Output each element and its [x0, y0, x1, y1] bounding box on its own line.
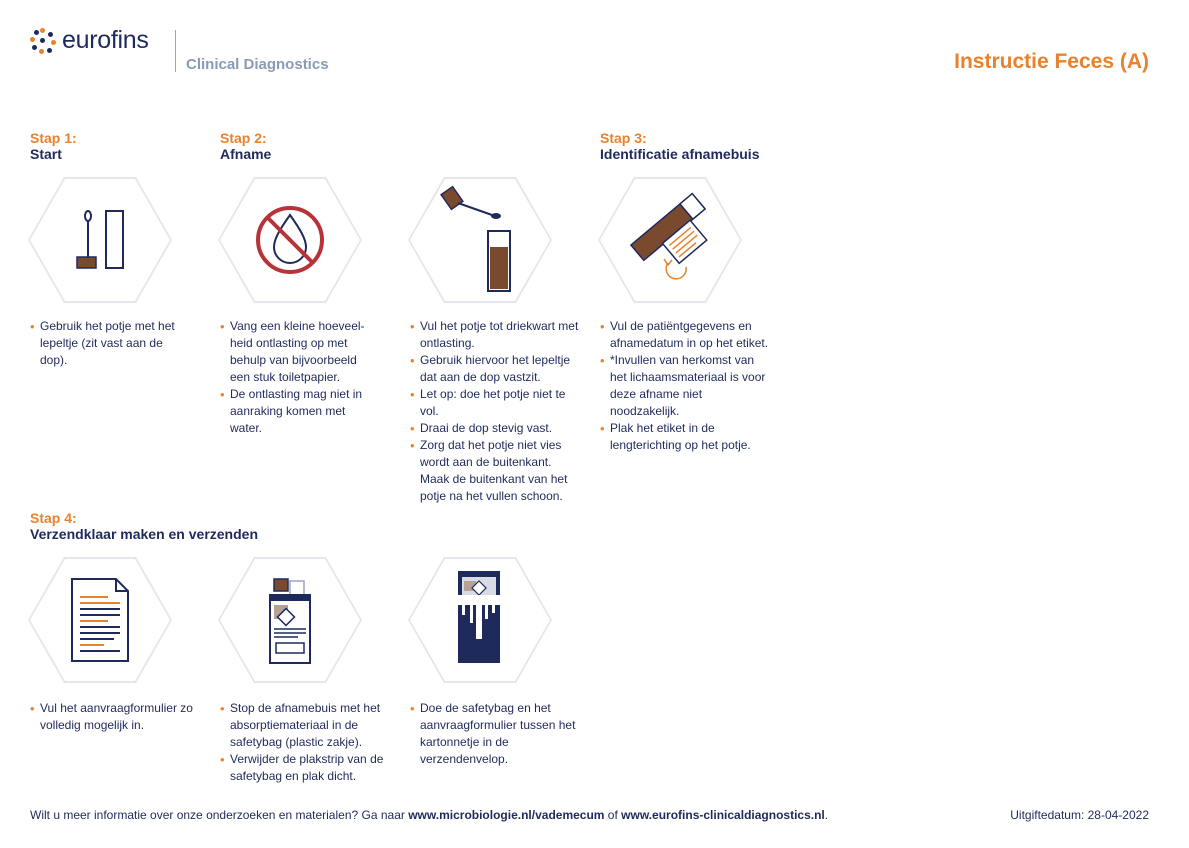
envelope-icon: [408, 557, 552, 683]
list-item: • Vang een kleine hoeveel-heid ontlasting op met behulp van bijvoorbeeld een stuk toiletpapier.: [220, 318, 380, 386]
hex-tile-4: [598, 177, 742, 303]
list-item: • *Invullen van herkomst van het lichaamsmateriaal is voor deze afname niet noodzakelijk.: [600, 352, 770, 420]
list-item: • Zorg dat het potje niet vies wordt aan de buitenkant. Maak de buitenkant van het potje na het vullen schoon.: [410, 437, 580, 505]
eurofins-logo: [30, 26, 149, 55]
list-item: • Let op: doe het potje niet te vol.: [410, 386, 580, 420]
panel-6-bullets: [220, 700, 395, 785]
step-number: Stap 4:: [30, 510, 77, 526]
label-tube-icon: [598, 177, 742, 303]
panel-7-bullets: [410, 700, 580, 768]
hex-tile-1: [28, 177, 172, 303]
panel-2-bullets: [220, 318, 380, 437]
footer-text: of: [604, 808, 622, 822]
hex-tile-5: [28, 557, 172, 683]
list-item: • Stop de afnamebuis met het absorptiemateriaal in de safetybag (plastic zakje).: [220, 700, 395, 751]
panel-3-bullets: [410, 318, 580, 505]
panel-5-bullets: [30, 700, 200, 734]
step-number: Stap 1:: [30, 130, 77, 146]
panel-1-bullets: [30, 318, 190, 369]
step-name: Identificatie afnamebuis: [600, 146, 760, 162]
step-number: Stap 2:: [220, 130, 267, 146]
list-item: • Vul het potje tot driekwart met ontlasting.: [410, 318, 580, 352]
step-4-heading: [30, 510, 258, 543]
footer-info: [30, 808, 828, 822]
logo-subtitle: Clinical Diagnostics: [186, 56, 329, 73]
footer-text: .: [824, 808, 829, 822]
list-item: • Gebruik hiervoor het lepeltje dat aan de dop vastzit.: [410, 352, 580, 386]
step-number: Stap 3:: [600, 130, 647, 146]
logo-text: eurofins: [62, 26, 149, 54]
footer-text: Wilt u meer informatie over onze onderzoeken en materialen? Ga naar: [30, 808, 409, 822]
panel-4-bullets: [600, 318, 770, 454]
logo-divider: [175, 30, 176, 72]
safetybag-icon: [218, 557, 362, 683]
list-item: • Gebruik het potje met het lepeltje (zit vast aan de dop).: [30, 318, 190, 369]
tube-with-spoon-icon: [28, 177, 172, 303]
issue-date: Uitgiftedatum: 28-04-2022: [1010, 808, 1149, 822]
list-item: • Draai de dop stevig vast.: [410, 420, 580, 437]
step-1-heading: [30, 130, 77, 163]
step-2-heading: [220, 130, 271, 163]
step-name: Verzendklaar maken en verzenden: [30, 526, 258, 542]
hex-tile-2: [218, 177, 362, 303]
step-3-heading: [600, 130, 759, 163]
no-water-icon: [218, 177, 362, 303]
request-form-icon: [28, 557, 172, 683]
document-title: Instructie Feces (A): [954, 50, 1149, 73]
list-item: • Vul het aanvraagformulier zo volledig mogelijk in.: [30, 700, 200, 734]
step-name: Start: [30, 146, 62, 162]
vademecum-link[interactable]: www.microbiologie.nl/vademecum: [408, 808, 605, 822]
website-link[interactable]: www.eurofins-clinicaldiagnostics.nl: [621, 808, 825, 822]
list-item: • De ontlasting mag niet in aanraking komen met water.: [220, 386, 380, 437]
hex-tile-7: [408, 557, 552, 683]
step-name: Afname: [220, 146, 272, 162]
logo-dots-icon: [30, 28, 56, 54]
hex-tile-3: [408, 177, 552, 303]
fill-tube-icon: [408, 177, 552, 303]
hex-tile-6: [218, 557, 362, 683]
list-item: • Verwijder de plakstrip van de safetybag en plak dicht.: [220, 751, 395, 785]
list-item: • Doe de safetybag en het aanvraagformulier tussen het kartonnetje in de verzendenvelop.: [410, 700, 580, 768]
list-item: • Plak het etiket in de lengterichting op het potje.: [600, 420, 770, 454]
list-item: • Vul de patiëntgegevens en afnamedatum in op het etiket.: [600, 318, 770, 352]
